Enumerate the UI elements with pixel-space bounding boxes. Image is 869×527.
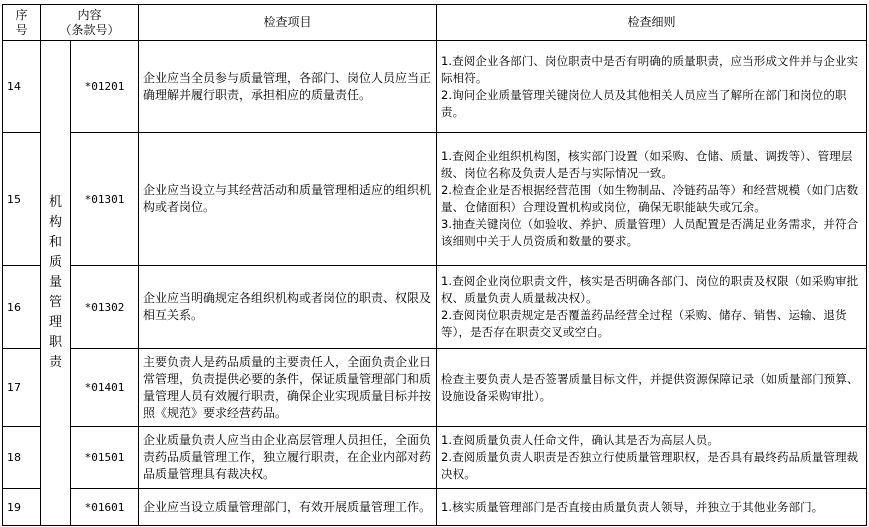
row-code: *01501 [71,427,139,489]
header-content [41,5,139,41]
table-row [3,427,867,489]
table-header-row [3,5,867,41]
row-detail [437,266,867,349]
row-seq: 14 [3,41,41,133]
table-row [3,133,867,266]
row-detail [437,427,867,489]
header-seq: 序号 [3,5,41,41]
row-detail [437,349,867,427]
detail-line: 2.查阅质量负责人职责是否独立行使质量管理职权，是否具有最终药品质量管理裁决权。 [441,450,859,481]
detail-line: 2.查阅岗位职责规定是否覆盖药品经营全过程（采购、储存、销售、运输、退货等），是否存在职责交叉或空白。 [441,308,847,339]
detail-line: 1.查阅企业组织机构图，核实部门设置（如采购、仓储、质量、调拨等）、管理层级、岗位名称及负责人是否与实际情况一致。 [441,149,853,180]
detail-line: 3.抽查关键岗位（如验收、养护、质量管理）人员配置是否满足业务需求，并符合该细则中关于人员资质和数量的要求。 [441,217,859,248]
category-cell [41,41,71,526]
table-row [3,41,867,133]
table-row [3,266,867,349]
row-item: 企业应当全员参与质量管理，各部门、岗位人员应当正确理解并履行职责，承担相应的质量责任。 [139,41,437,133]
row-code: *01201 [71,41,139,133]
header-content-line1: 内容 [77,7,102,22]
header-item: 检查项目 [139,5,437,41]
row-item: 主要负责人是药品质量的主要责任人，全面负责企业日常管理，负责提供必要的条件，保证质量管理部门和质量管理人员有效履行职责，确保企业实现质量目标并按照《规范》要求经营药品。 [139,349,437,427]
inspection-table [2,4,867,526]
row-item: 企业质量负责人应当由企业高层管理人员担任，全面负责药品质量管理工作，独立履行职责，在企业内部对药品质量管理具有裁决权。 [139,427,437,489]
row-seq: 19 [3,489,41,526]
row-code: *01302 [71,266,139,349]
header-content-line2: （条款号） [59,22,120,37]
row-seq: 16 [3,266,41,349]
detail-line: 2.询问企业质量管理关键岗位人员及其他相关人员应当了解所在部门和岗位的职责。 [441,87,847,119]
row-detail [437,41,867,133]
row-detail [437,489,867,526]
table-row [3,349,867,427]
row-item: 企业应当设立与其经营活动和质量管理相适应的组织机构或者岗位。 [139,133,437,266]
detail-line: 1.核实质量管理部门是否直接由质量负责人领导，并独立于其他业务部门。 [441,499,824,514]
row-seq: 15 [3,133,41,266]
detail-line: 1.查阅企业各部门、岗位职责中是否有明确的质量职责，应当形成文件并与企业实际相符。 [441,53,859,85]
detail-line: 检查主要负责人是否签署质量目标文件，并提供资源保障记录（如质量部门预算、设施设备采购审批）。 [441,371,859,403]
row-detail [437,133,867,266]
detail-line: 1.查阅质量负责人任命文件，确认其是否为高层人员。 [441,433,719,447]
row-item: 企业应当设立质量管理部门，有效开展质量管理工作。 [139,489,437,526]
row-seq: 17 [3,349,41,427]
row-code: *01401 [71,349,139,427]
row-seq: 18 [3,427,41,489]
header-detail: 检查细则 [437,5,867,41]
row-code: *01601 [71,489,139,526]
table-row [3,489,867,526]
category-label: 机构和质量管理职责 [48,195,62,370]
row-code: *01301 [71,133,139,266]
detail-line: 1.查阅企业岗位职责文件，核实是否明确各部门、岗位的职责及权限（如采购审批权、质量负责人质量裁决权）。 [441,274,859,305]
row-item: 企业应当明确规定各组织机构或者岗位的职责、权限及相互关系。 [139,266,437,349]
detail-line: 2.检查企业是否根据经营范围（如生物制品、冷链药品等）和经营规模（如门店数量、仓储面积）合理设置机构或岗位，确保无职能缺失或冗余。 [441,183,859,214]
